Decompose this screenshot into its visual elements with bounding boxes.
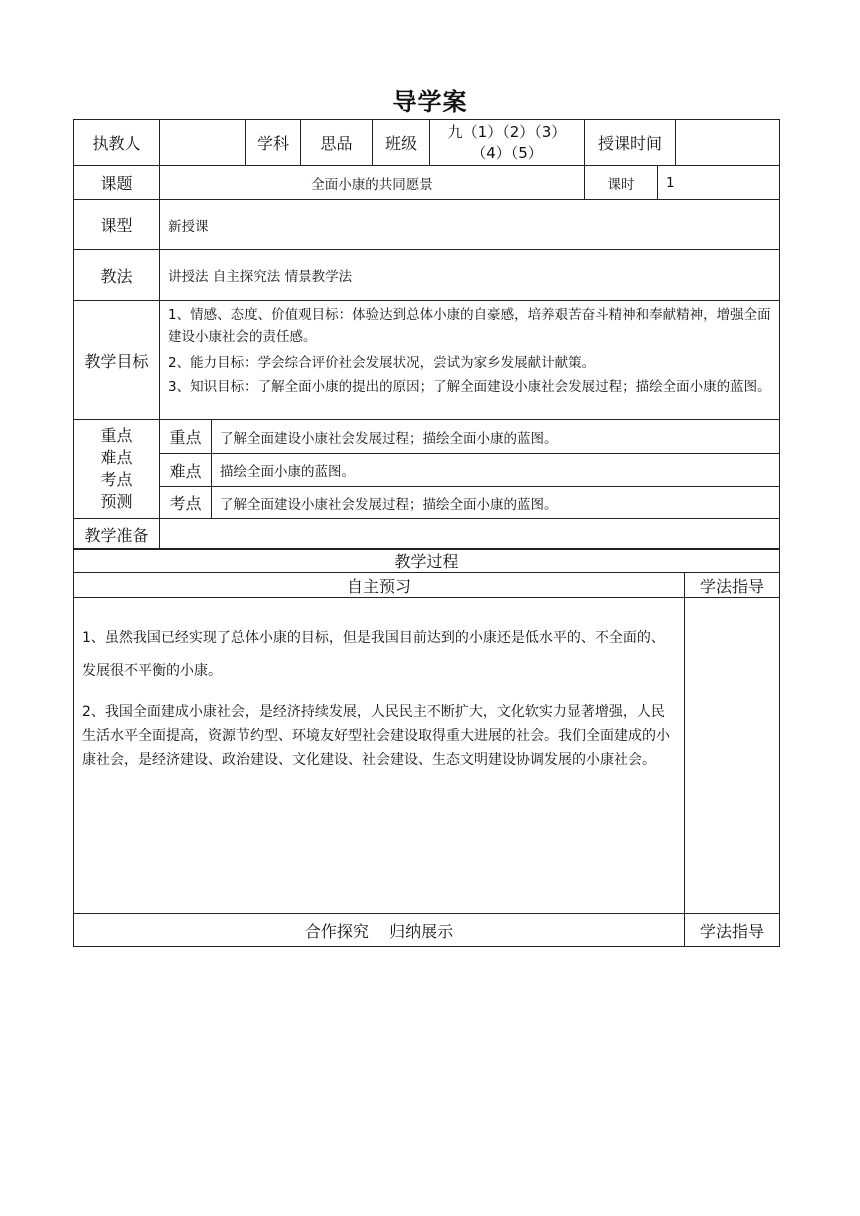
method-value: 讲授法 自主探究法 情景教学法 [160,250,780,301]
self-study-paragraph: 1、虽然我国已经实现了总体小康的目标，但是我国目前达到的小康还是低水平的、不全面的、发展很不平衡的小康。 [82,630,665,679]
coop-title: 合作探究 归纳展示 [74,914,685,947]
class-value-line1: 九（1）（2）（3） [447,122,567,141]
objective-item: 1、情感、态度、价值观目标：体验达到总体小康的自豪感，培养艰苦奋斗精神和奉献精神，增强全面建设小康社会的责任感。 [168,307,771,345]
period-label: 课时 [585,166,658,200]
objectives-row [74,301,780,420]
method-row [74,250,780,301]
self-study-header-row [74,573,780,598]
subject-label: 学科 [246,120,301,166]
difficulty-label: 难点 [160,454,212,487]
objectives-label: 教学目标 [74,301,160,420]
header-row [74,120,780,166]
topic-label: 课题 [74,166,160,200]
key-points-label-line: 重点 [100,426,133,445]
self-study-content-row [74,598,780,914]
coop-header-row [74,914,780,947]
self-study-title: 自主预习 [74,573,685,598]
exam-point-value: 了解全面建设小康社会发展过程；描绘全面小康的蓝图。 [212,487,780,519]
key-points-label-line: 考点 [100,470,133,489]
key-points-label-line: 难点 [100,448,133,467]
key-points-group-label [74,420,160,519]
key-point-value: 了解全面建设小康社会发展过程；描绘全面小康的蓝图。 [212,420,780,454]
teacher-label: 执教人 [74,120,160,166]
process-title: 教学过程 [74,549,780,573]
self-study-paragraph: 2、我国全面建成小康社会，是经济持续发展，人民民主不断扩大，文化软实力显著增强，人民生活水平全面提高，资源节约型、环境友好型社会建设取得重大进展的社会。我们全面建成的小康社会，是经济建设、政治建设、文化建设、社会建设、生态文明建设协调发展的小康社会。 [82,704,670,768]
method-label: 教法 [74,250,160,301]
process-table [73,548,780,947]
guide-notes-cell [685,598,780,914]
difficulty-value: 描绘全面小康的蓝图。 [212,454,780,487]
type-value: 新授课 [160,200,780,250]
guide-label: 学法指导 [685,573,780,598]
class-value [430,120,585,166]
period-value: 1 [658,166,780,200]
topic-row [74,166,780,200]
objectives-content [160,301,780,420]
key-points-label-line: 预测 [100,492,133,511]
class-value-line2: （4）（5） [471,143,543,162]
type-label: 课型 [74,200,160,250]
key-point-row [74,420,780,454]
preparation-value [160,519,780,550]
time-value [676,120,780,166]
difficulty-row [74,454,780,487]
lesson-info-table [73,119,780,550]
teacher-value [160,120,246,166]
topic-value: 全面小康的共同愿景 [160,166,585,200]
key-point-label: 重点 [160,420,212,454]
exam-point-label: 考点 [160,487,212,519]
self-study-content [74,598,685,914]
preparation-label: 教学准备 [74,519,160,550]
objective-item: 3、知识目标：了解全面小康的提出的原因；了解全面建设小康社会发展过程；描绘全面小康的蓝图。 [168,379,771,395]
page-title: 导学案 [392,88,468,116]
exam-point-row [74,487,780,519]
objective-item: 2、能力目标：学会综合评价社会发展状况，尝试为家乡发展献计献策。 [168,355,596,371]
preparation-row [74,519,780,550]
time-label: 授课时间 [585,120,676,166]
class-label: 班级 [373,120,430,166]
subject-value: 思品 [301,120,373,166]
coop-guide-label: 学法指导 [685,914,780,947]
type-row [74,200,780,250]
process-title-row [74,549,780,573]
